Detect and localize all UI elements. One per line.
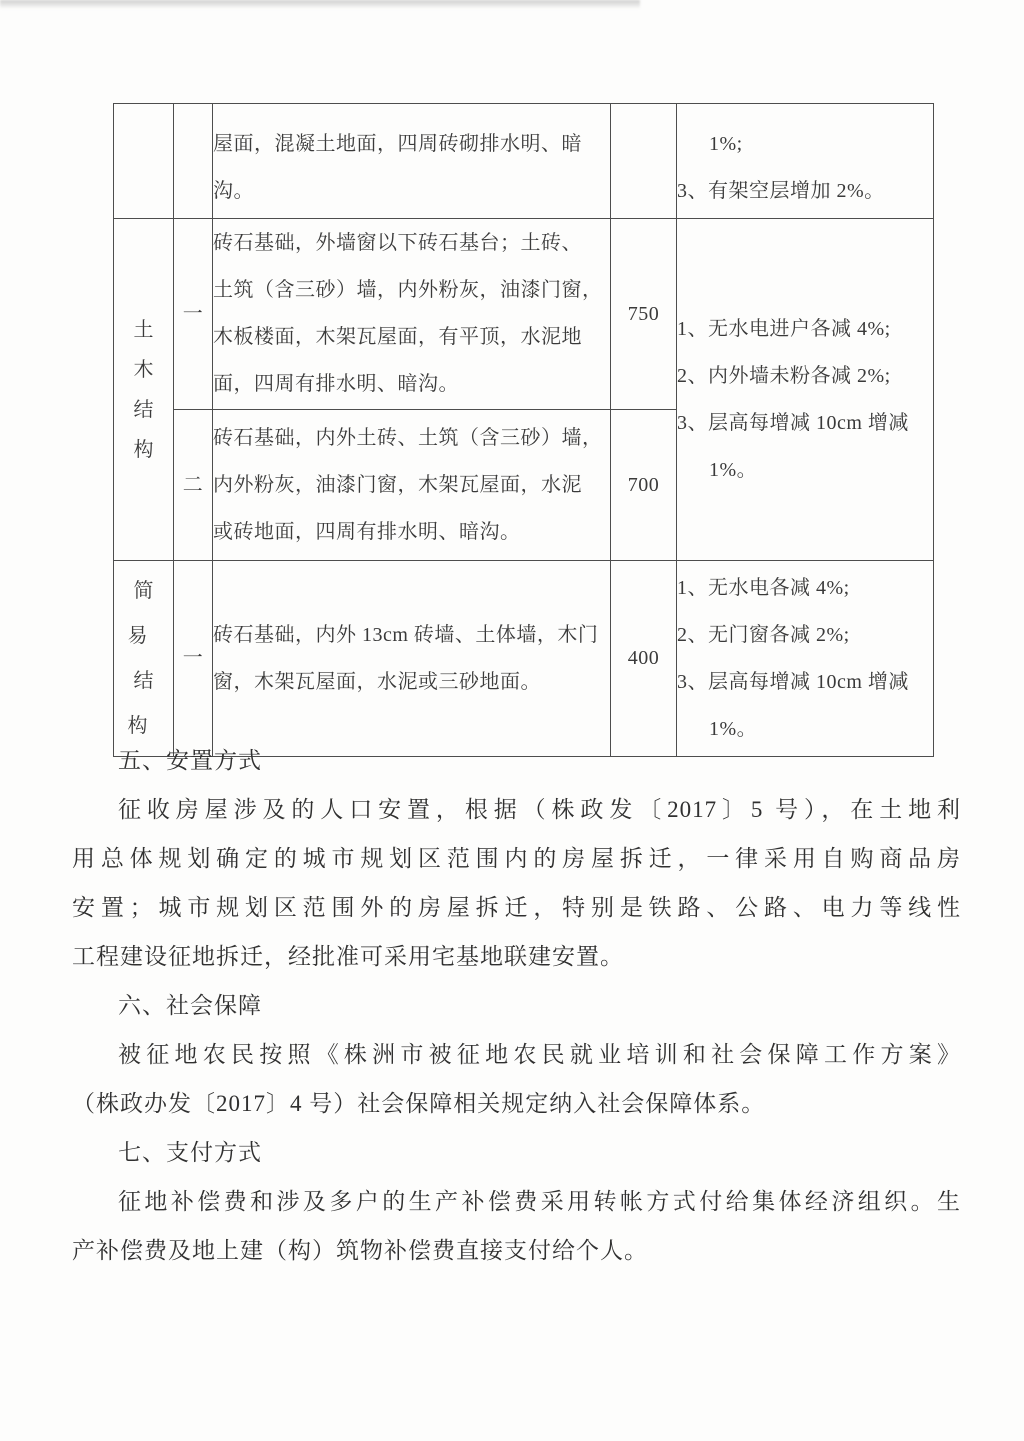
paragraph-line: 产补偿费及地上建（构）筑物补偿费直接支付给个人。 (72, 1238, 648, 1263)
note-line: 3、有架空层增加 2%。 (677, 180, 885, 202)
note-line: 2、无门窗各减 2%; (677, 623, 850, 646)
paragraph-line: 安置；城市规划区范围外的房屋拆迁，特别是铁路、公路、电力等线性 (72, 895, 961, 920)
note-line: 1%。 (709, 717, 758, 740)
description-line: 面，四周有排水明、暗沟。 (213, 373, 459, 395)
cell-structure-type-simple (114, 561, 174, 757)
note-line: 2、内外墙未粉各减 2%; (677, 364, 891, 387)
note-line: 3、层高每增减 10cm 增减 (677, 670, 909, 693)
structure-type-label: 简易 (127, 579, 166, 647)
note-line: 1%。 (709, 458, 758, 481)
cell-price: 750 (611, 219, 677, 410)
note-line: 1、无水电各减 4%; (677, 576, 850, 599)
cell-price (611, 104, 677, 219)
paragraph-line: （株政办发〔2017〕4 号）社会保障相关规定纳入社会保障体系。 (72, 1091, 766, 1116)
structure-type-label: 结构 (127, 669, 166, 737)
description-line: 土筑（含三砂）墙，内外粉灰，油漆门窗， (213, 279, 603, 301)
description-line: 木板楼面，木架瓦屋面，有平顶，水泥地 (213, 326, 582, 348)
note-line: 1、无水电进户各减 4%; (677, 317, 891, 340)
scan-artifact (0, 0, 640, 9)
section-heading-7: 七、支付方式 (118, 1140, 262, 1165)
cell-description (213, 219, 611, 410)
section-heading-5: 五、安置方式 (118, 748, 262, 773)
document-body (72, 736, 961, 1275)
description-line: 或砖地面，四周有排水明、暗沟。 (213, 520, 521, 543)
description-line: 窗，木架瓦屋面，水泥或三砂地面。 (213, 670, 541, 693)
description-line: 内外粉灰，油漆门窗，木架瓦屋面，水泥 (213, 473, 582, 496)
structure-type-label: 土木结构 (133, 318, 154, 461)
description-line: 砖石基础，内外 13cm 砖墙、土体墙，木门 (213, 623, 599, 646)
table-row-civil-1 (114, 219, 934, 410)
description-line: 沟。 (213, 180, 254, 202)
section-heading-6: 六、社会保障 (118, 993, 262, 1018)
cell-notes (677, 561, 934, 757)
description-line: 砖石基础，内外土砖、土筑（含三砂）墙， (213, 426, 603, 449)
description-line: 砖石基础，外墙窗以下砖石基台；土砖、 (213, 232, 582, 254)
cell-description (213, 104, 611, 219)
cell-grade: 二 (174, 410, 213, 561)
description-line: 屋面，混凝土地面，四周砖砌排水明、暗 (213, 133, 582, 155)
note-line: 1%; (709, 133, 743, 155)
cell-description (213, 561, 611, 757)
paragraph-line: 征地补偿费和涉及多户的生产补偿费采用转帐方式付给集体经济组织。生 (118, 1189, 961, 1214)
cell-description (213, 410, 611, 561)
paragraph-line: 工程建设征地拆迁，经批准可采用宅基地联建安置。 (72, 944, 624, 969)
cell-grade (174, 104, 213, 219)
cell-grade: 一 (174, 219, 213, 410)
table-row-simple (114, 561, 934, 757)
cell-structure-type-civil (114, 219, 174, 561)
cell-notes-civil (677, 219, 934, 561)
cell-notes (677, 104, 934, 219)
cell-price: 700 (611, 410, 677, 561)
table-row-continuation (114, 104, 934, 219)
cell-price: 400 (611, 561, 677, 757)
cell-structure-type (114, 104, 174, 219)
cell-grade: 一 (174, 561, 213, 757)
note-line: 3、层高每增减 10cm 增减 (677, 411, 909, 434)
paragraph-line: 用总体规划确定的城市规划区范围内的房屋拆迁，一律采用自购商品房 (72, 846, 961, 871)
paragraph-line: 被征地农民按照《株洲市被征地农民就业培训和社会保障工作方案》 (118, 1042, 961, 1067)
compensation-table (113, 103, 934, 757)
paragraph-line: 征收房屋涉及的人口安置，根据（株政发〔2017〕5 号），在土地利 (118, 797, 961, 822)
